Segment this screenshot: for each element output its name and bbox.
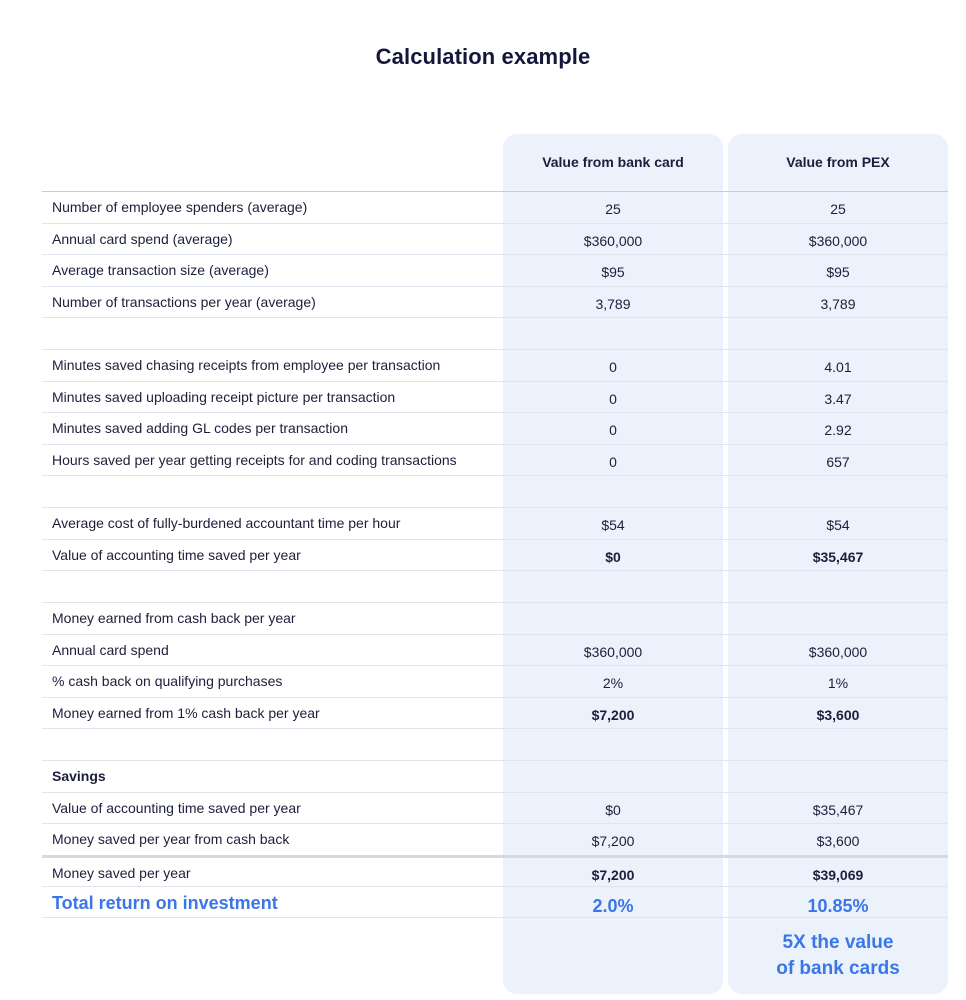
table-row-money-earned-cash-back [42,697,948,729]
pex-value: $360,000 [808,643,868,660]
row-label: Savings [52,768,106,784]
table-row-value-accounting-time-saved [42,539,948,571]
pex-value: 4.01 [824,359,852,375]
table-row-minutes-uploading-receipt [42,381,948,413]
bank-card-value: 0 [609,359,617,375]
row-label: Total return on investment [52,893,278,913]
column-header-bank-card: Value from bank card [542,154,684,170]
table-row-savings-cash-back [42,823,948,855]
row-label: Money saved per year from cash back [52,831,290,847]
row-label: Money saved per year [52,864,191,881]
bank-card-value: 2.0% [592,896,634,916]
table-row-employee-spenders [42,191,948,223]
table-spacer-row [42,317,948,349]
bank-card-value: 2% [602,675,624,691]
bank-card-value: $54 [601,517,625,533]
pex-value: $360,000 [808,232,868,249]
table-spacer-row [42,475,948,507]
tagline-line-1: 5X the value [782,932,894,953]
row-label: Minutes saved uploading receipt picture per transaction [52,388,396,405]
row-label: Average cost of fully-burdened accountant time per hour [52,515,401,531]
row-label: Value of accounting time saved per year [52,799,301,816]
bank-card-value: 25 [605,201,621,217]
tagline-line-2: of bank cards [776,958,900,979]
row-label: % cash back on qualifying purchases [52,673,283,689]
pex-value: $35,467 [812,548,864,565]
bank-card-value: 0 [609,422,617,438]
pex-value: 25 [830,201,846,217]
bank-card-value: $7,200 [591,866,635,883]
table-row-annual-card-spend-average [42,223,948,255]
bank-card-value: 0 [609,453,617,470]
table-row-annual-card-spend [42,634,948,666]
table-row-minutes-gl-codes [42,412,948,444]
table-row-minutes-chasing-receipts [42,349,948,381]
row-label: Average transaction size (average) [52,262,269,278]
table-row-transactions-per-year [42,286,948,318]
table-row-percent-cash-back [42,665,948,697]
bank-card-value: $360,000 [583,232,643,249]
row-label: Money earned from cash back per year [52,610,296,626]
bank-card-value: $7,200 [591,706,635,723]
bank-card-value: $360,000 [583,643,643,660]
row-label: Value of accounting time saved per year [52,546,301,563]
table-spacer-row [42,570,948,602]
pex-value: $35,467 [812,801,864,818]
pex-value: $95 [826,264,850,280]
table-row-average-transaction-size [42,254,948,286]
calculation-table [42,191,948,918]
table-row-total-roi [42,886,948,918]
table-row-cash-back-section-heading [42,602,948,634]
row-label: Number of employee spenders (average) [52,199,308,215]
row-label: Annual card spend [52,641,169,658]
bank-card-value: 3,789 [595,295,631,312]
pex-value: $3,600 [816,706,860,723]
pex-value: 10.85% [807,896,869,916]
pex-value: $3,600 [816,833,860,849]
row-label: Money earned from 1% cash back per year [52,704,320,721]
row-label: Hours saved per year getting receipts for and coding transactions [52,451,457,468]
row-label: Minutes saved adding GL codes per transaction [52,420,348,436]
column-header-pex: Value from PEX [786,154,890,170]
table-row-savings-heading [42,760,948,792]
pex-value-tagline [728,930,948,982]
table-row-hours-saved-per-year [42,444,948,476]
pex-value: $54 [826,517,850,533]
pex-value: 3.47 [824,390,852,407]
table-row-savings-accounting-time [42,792,948,824]
bank-card-value: $95 [601,264,625,280]
pex-value: 3,789 [820,295,856,312]
pex-value: 657 [826,453,850,470]
bank-card-value: 0 [609,390,617,407]
pex-value: 2.92 [824,422,852,438]
page-title: Calculation example [375,44,591,69]
pex-value: $39,069 [812,866,864,883]
row-label: Annual card spend (average) [52,230,233,247]
pex-value: 1% [827,675,849,691]
table-spacer-row [42,728,948,760]
bank-card-value: $7,200 [591,833,635,849]
table-row-money-saved-per-year [42,855,948,887]
bank-card-value: $0 [605,801,621,818]
row-label: Minutes saved chasing receipts from employee per transaction [52,357,441,373]
table-row-accountant-cost-per-hour [42,507,948,539]
bank-card-value: $0 [605,548,621,565]
row-label: Number of transactions per year (average) [52,293,316,310]
